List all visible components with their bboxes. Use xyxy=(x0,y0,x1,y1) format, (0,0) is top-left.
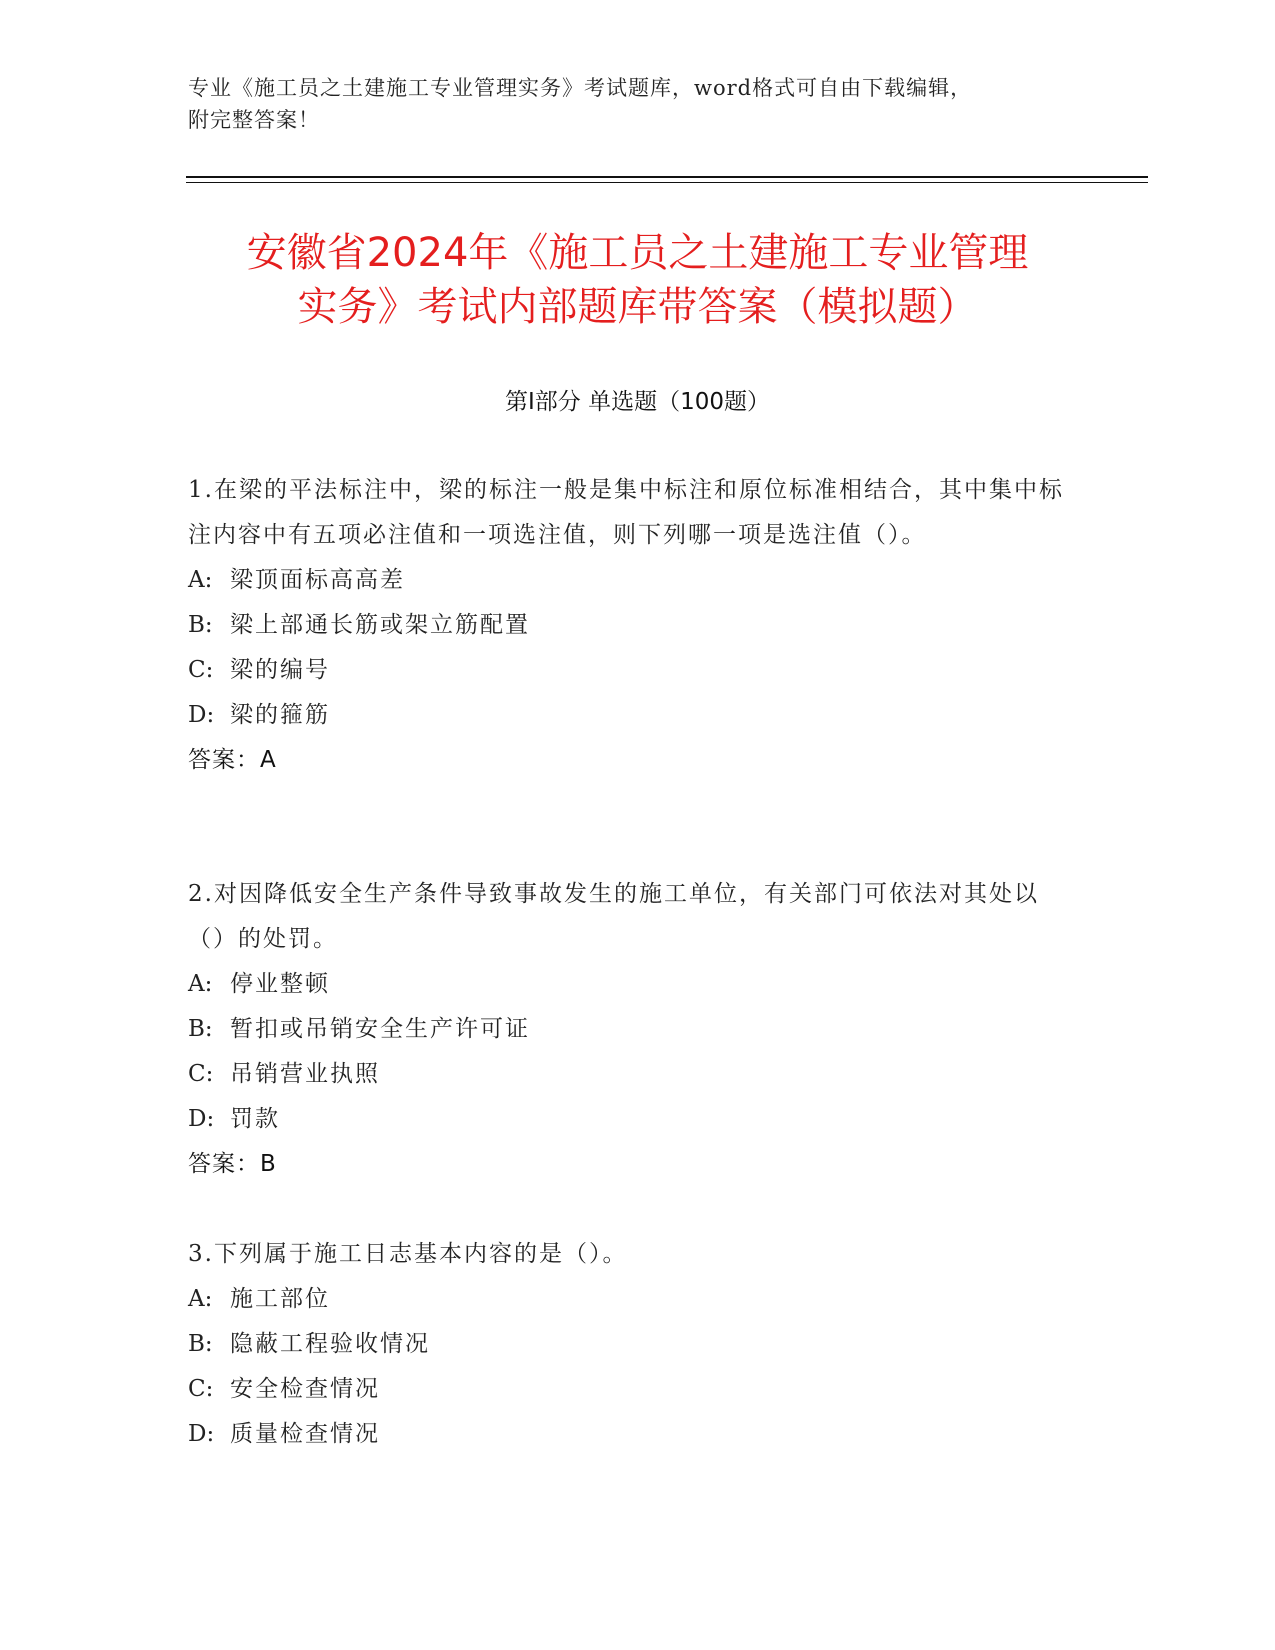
answer-label: 答案：A xyxy=(188,747,277,773)
option-key: D: xyxy=(188,702,215,728)
option-a xyxy=(188,1277,1068,1322)
header-divider-thick xyxy=(186,176,1148,178)
option-b xyxy=(188,1322,1068,1367)
option-c xyxy=(188,648,1068,693)
option-key: D: xyxy=(188,1106,215,1132)
document-title xyxy=(150,226,1125,334)
option-text: 梁顶面标高高差 xyxy=(230,567,405,593)
option-text: 质量检查情况 xyxy=(230,1421,380,1447)
header-note-line1: 专业《施工员之土建施工专业管理实务》考试题库，word格式可自由下载编辑， xyxy=(188,76,973,100)
option-key: A: xyxy=(188,1286,213,1312)
option-text: 安全检查情况 xyxy=(230,1376,380,1402)
question-1 xyxy=(188,468,1068,783)
option-key: C: xyxy=(188,657,214,683)
option-a xyxy=(188,962,1068,1007)
question-3 xyxy=(188,1232,1068,1457)
option-key: B: xyxy=(188,1331,213,1357)
option-text: 梁的编号 xyxy=(230,657,330,683)
option-d xyxy=(188,693,1068,738)
option-text: 罚款 xyxy=(230,1106,280,1132)
option-text: 梁的箍筋 xyxy=(230,702,330,728)
document-title-line1: 安徽省2024年《施工员之土建施工专业管理 xyxy=(246,230,1029,276)
option-text: 吊销营业执照 xyxy=(230,1061,380,1087)
option-key: A: xyxy=(188,971,213,997)
option-a xyxy=(188,558,1068,603)
option-d xyxy=(188,1412,1068,1457)
option-c xyxy=(188,1367,1068,1412)
option-key: B: xyxy=(188,612,213,638)
option-key: A: xyxy=(188,567,213,593)
answer-label: 答案：B xyxy=(188,1151,277,1177)
option-text: 隐蔽工程验收情况 xyxy=(230,1331,430,1357)
option-b xyxy=(188,603,1068,648)
option-d xyxy=(188,1097,1068,1142)
header-divider-thin xyxy=(186,182,1148,183)
question-text: 2.对因降低安全生产条件导致事故发生的施工单位，有关部门可依法对其处以（）的处罚。 xyxy=(188,881,1039,952)
option-b xyxy=(188,1007,1068,1052)
section-title: 第Ⅰ部分 单选题（100题） xyxy=(505,389,770,415)
question-text: 3.下列属于施工日志基本内容的是（）。 xyxy=(188,1241,628,1267)
option-text: 施工部位 xyxy=(230,1286,330,1312)
document-title-line2: 实务》考试内部题库带答案（模拟题） xyxy=(297,284,978,330)
header-note-line2: 附完整答案！ xyxy=(188,108,320,132)
question-2 xyxy=(188,872,1068,1187)
option-key: B: xyxy=(188,1016,213,1042)
option-text: 停业整顿 xyxy=(230,971,330,997)
question-text: 1.在梁的平法标注中，梁的标注一般是集中标注和原位标准相结合，其中集中标注内容中有五项必注值和一项选注值，则下列哪一项是选注值（）。 xyxy=(188,477,1064,548)
option-key: C: xyxy=(188,1376,214,1402)
option-key: C: xyxy=(188,1061,214,1087)
option-c xyxy=(188,1052,1068,1097)
header-note xyxy=(188,72,1068,136)
option-text: 暂扣或吊销安全生产许可证 xyxy=(230,1016,530,1042)
option-text: 梁上部通长筋或架立筋配置 xyxy=(230,612,530,638)
option-key: D: xyxy=(188,1421,215,1447)
